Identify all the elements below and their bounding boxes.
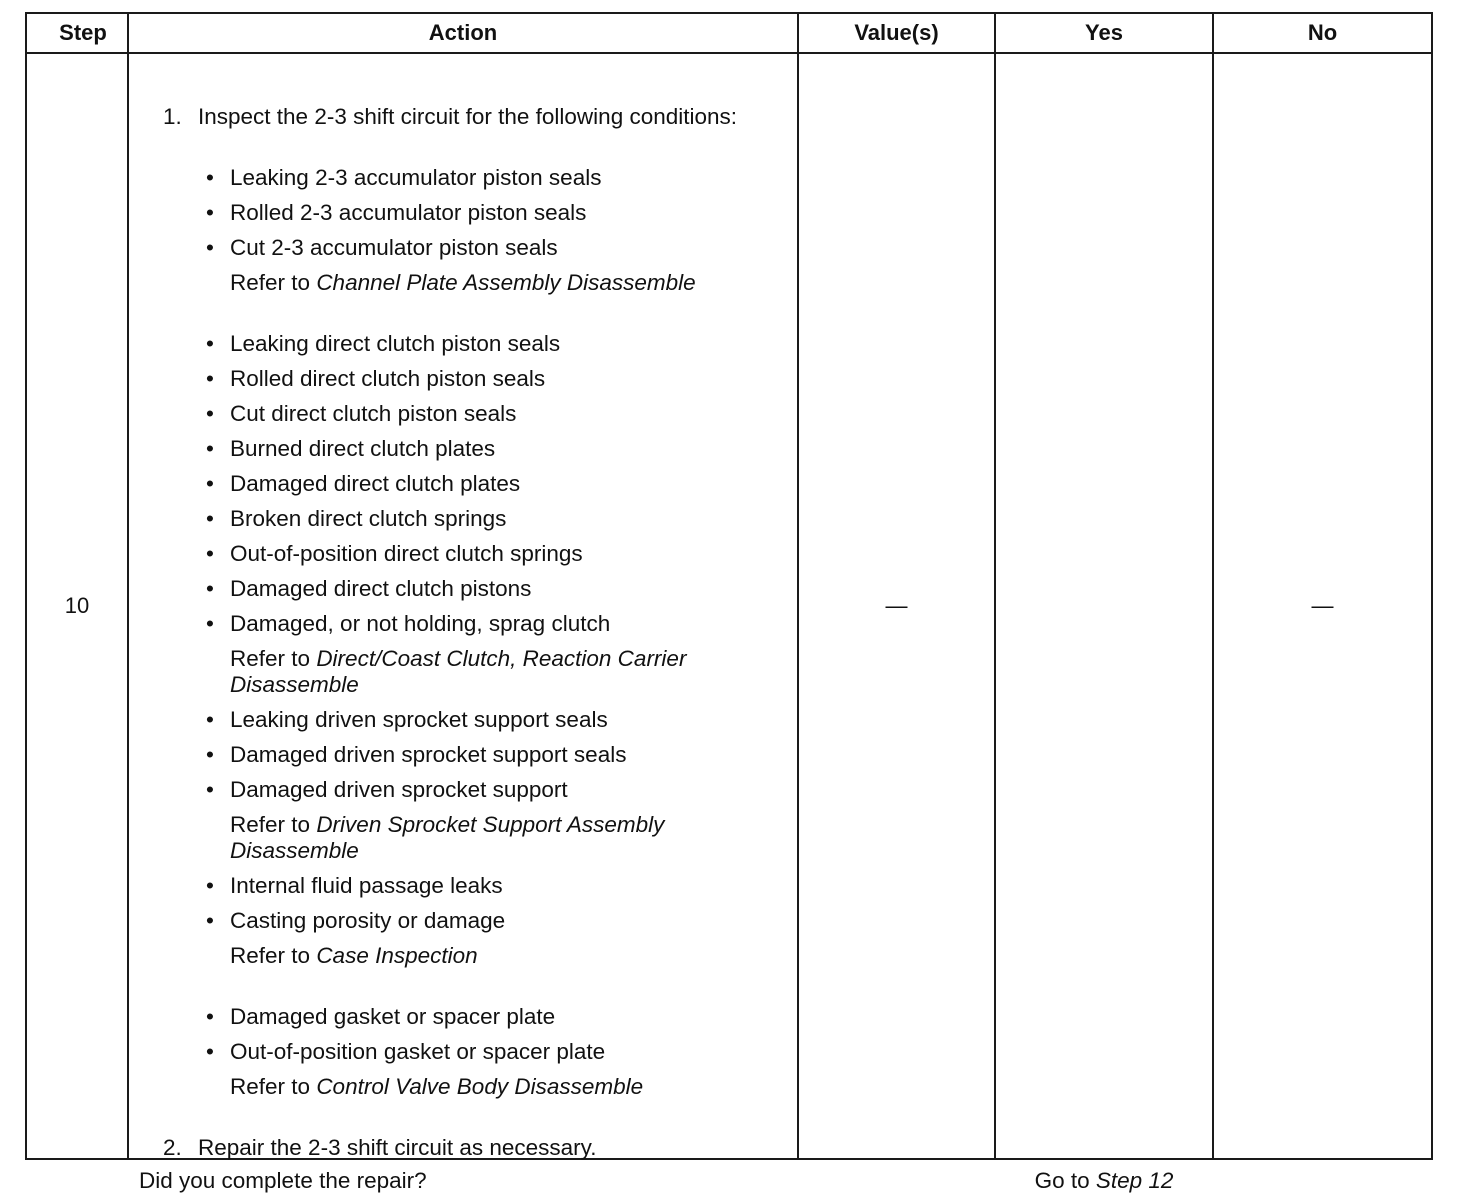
refer-to-label: Refer to — [230, 270, 311, 295]
action-item-2-text: Repair the 2-3 shift circuit as necessary. — [198, 1135, 597, 1160]
reference-link-continued[interactable]: Disassemble — [230, 838, 359, 863]
reference-line — [230, 812, 664, 864]
header-values: Value(s) — [798, 13, 995, 53]
condition-text: Leaking 2-3 accumulator piston seals — [230, 165, 602, 190]
condition-bullet: • Casting porosity or damage — [206, 908, 506, 933]
reference-line — [230, 270, 696, 296]
condition-text: Rolled 2-3 accumulator piston seals — [230, 200, 587, 225]
header-action: Action — [128, 13, 798, 53]
condition-text: Cut direct clutch piston seals — [230, 401, 517, 426]
condition-text: Damaged direct clutch plates — [230, 471, 521, 496]
action-item-1-number: 1. — [163, 104, 182, 129]
condition-text: Out-of-position gasket or spacer plate — [230, 1039, 606, 1064]
condition-text: Broken direct clutch springs — [230, 506, 507, 531]
action-item-2-number: 2. — [163, 1135, 182, 1160]
condition-text: Rolled direct clutch piston seals — [230, 366, 546, 391]
reference-link[interactable]: Case Inspection — [316, 943, 478, 968]
diagnostic-table — [25, 12, 1433, 1193]
reference-link[interactable]: Channel Plate Assembly Disassemble — [316, 270, 696, 295]
refer-to-label: Refer to — [230, 943, 311, 968]
reference-line — [230, 646, 686, 698]
condition-bullet: • Leaking driven sprocket support seals — [206, 707, 608, 732]
condition-text: Damaged driven sprocket support seals — [230, 742, 627, 767]
condition-bullet: • Leaking direct clutch piston seals — [206, 331, 561, 356]
yes-cell — [995, 53, 1213, 1193]
condition-text: Damaged, or not holding, sprag clutch — [230, 611, 611, 636]
refer-to-label: Refer to — [230, 812, 311, 837]
step-link[interactable]: Step 12 — [1095, 1168, 1174, 1193]
reference-link-continued[interactable]: Disassemble — [230, 672, 359, 697]
condition-bullet: • Out-of-position direct clutch springs — [206, 541, 583, 566]
condition-text: Leaking driven sprocket support seals — [230, 707, 608, 732]
condition-text: Cut 2-3 accumulator piston seals — [230, 235, 558, 260]
condition-bullet: • Damaged direct clutch pistons — [206, 576, 532, 601]
goto-label: Go to — [1034, 1168, 1090, 1193]
table-row — [26, 53, 1432, 1159]
yes-goto — [996, 1168, 1212, 1194]
action-item-1 — [163, 104, 758, 130]
action-cell — [128, 53, 798, 1193]
condition-text: Damaged driven sprocket support — [230, 777, 568, 802]
step-number: 10 — [26, 53, 128, 1159]
condition-text: Burned direct clutch plates — [230, 436, 496, 461]
condition-bullet: • Internal fluid passage leaks — [206, 873, 503, 898]
reference-line — [230, 1074, 643, 1100]
condition-bullet: • Cut 2-3 accumulator piston seals — [206, 235, 558, 260]
values-cell: — — [798, 53, 995, 1159]
condition-bullet: • Cut direct clutch piston seals — [206, 401, 517, 426]
action-item-2 — [163, 1135, 758, 1161]
refer-to-label: Refer to — [230, 1074, 311, 1099]
condition-bullet: • Rolled 2-3 accumulator piston seals — [206, 200, 587, 225]
condition-text: Damaged direct clutch pistons — [230, 576, 532, 601]
reference-link[interactable]: Control Valve Body Disassemble — [316, 1074, 644, 1099]
condition-bullet: • Burned direct clutch plates — [206, 436, 496, 461]
header-yes: Yes — [995, 13, 1213, 53]
condition-bullet: • Damaged gasket or spacer plate — [206, 1004, 556, 1029]
header-no: No — [1213, 13, 1432, 53]
condition-bullet: • Out-of-position gasket or spacer plate — [206, 1039, 606, 1064]
action-item-1-text: Inspect the 2-3 shift circuit for the following conditions: — [198, 104, 738, 129]
condition-bullet: • Damaged, or not holding, sprag clutch — [206, 611, 611, 636]
action-question: Did you complete the repair? — [139, 1168, 427, 1193]
condition-bullet: • Damaged driven sprocket support — [206, 777, 568, 802]
reference-link[interactable]: Driven Sprocket Support Assembly — [316, 812, 665, 837]
condition-text: Leaking direct clutch piston seals — [230, 331, 561, 356]
condition-text: Internal fluid passage leaks — [230, 873, 503, 898]
condition-bullet: • Broken direct clutch springs — [206, 506, 507, 531]
condition-text: Casting porosity or damage — [230, 908, 506, 933]
condition-bullet: • Leaking 2-3 accumulator piston seals — [206, 165, 602, 190]
condition-bullet: • Damaged direct clutch plates — [206, 471, 521, 496]
condition-bullet: • Damaged driven sprocket support seals — [206, 742, 627, 767]
refer-to-label: Refer to — [230, 646, 311, 671]
condition-text: Out-of-position direct clutch springs — [230, 541, 583, 566]
header-step: Step — [26, 13, 128, 53]
condition-text: Damaged gasket or spacer plate — [230, 1004, 556, 1029]
reference-link[interactable]: Direct/Coast Clutch, Reaction Carrier — [316, 646, 687, 671]
header-row — [26, 13, 1432, 53]
no-cell: — — [1213, 53, 1432, 1159]
reference-line — [230, 943, 478, 969]
condition-bullet: • Rolled direct clutch piston seals — [206, 366, 546, 391]
